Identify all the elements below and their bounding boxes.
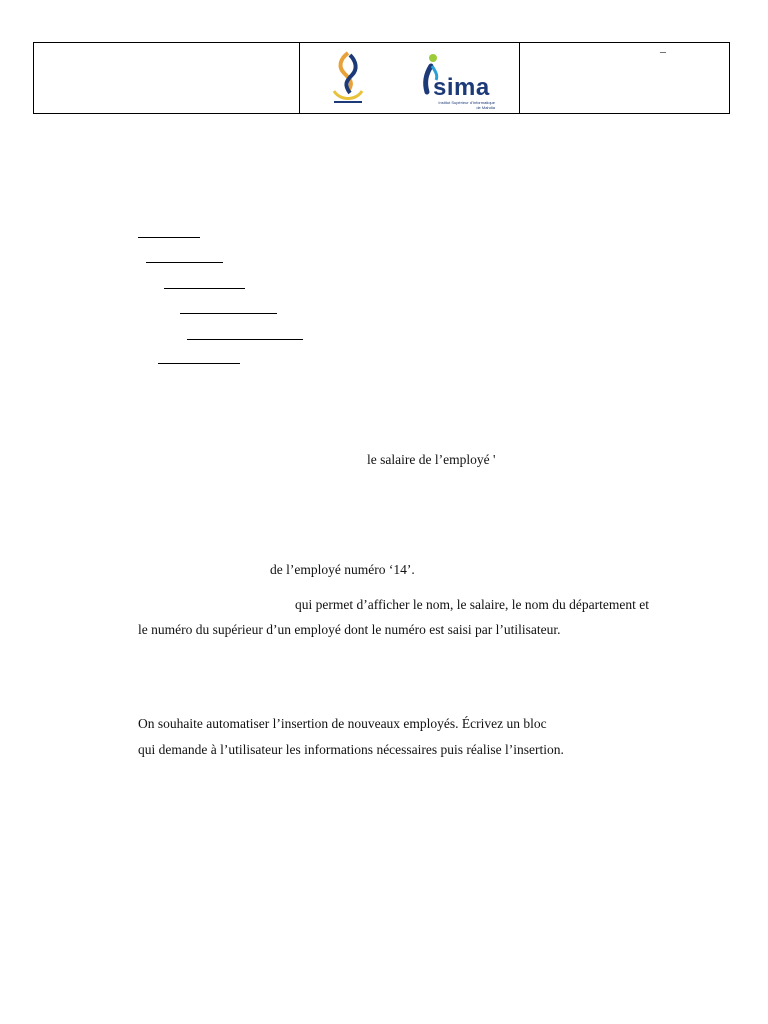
text-line: On souhaite automatiser l’insertion de nouveaux employés. Écrivez un bloc [138, 716, 547, 731]
header-dash: – [660, 44, 666, 58]
header-cell-right [520, 43, 729, 113]
text-line: le numéro du supérieur d’un employé dont le numéro est saisi par l’utilisateur. [138, 622, 561, 637]
isima-logo-text: sima [433, 74, 490, 101]
isima-logo [418, 52, 498, 108]
header-cell-left [34, 43, 300, 113]
text-line: qui demande à l’utilisateur les informations nécessaires puis réalise l’insertion. [138, 742, 564, 757]
university-logo [328, 49, 368, 107]
underline-placeholder [180, 313, 277, 314]
isima-tagline: Institut Supérieur d'Informatique de Mahdia [438, 100, 495, 110]
underline-placeholder [138, 237, 200, 238]
header-table [33, 42, 730, 114]
text-line: de l’employé numéro ‘14’. [270, 562, 415, 577]
header-cell-logos [300, 43, 520, 113]
underline-placeholder [164, 288, 245, 289]
underline-placeholder [158, 363, 240, 364]
text-line: qui permet d’afficher le nom, le salaire, le nom du département et [295, 597, 649, 612]
text-line: le salaire de l’employé ' [367, 452, 496, 467]
underline-placeholder [187, 339, 303, 340]
underline-placeholder [146, 262, 223, 263]
